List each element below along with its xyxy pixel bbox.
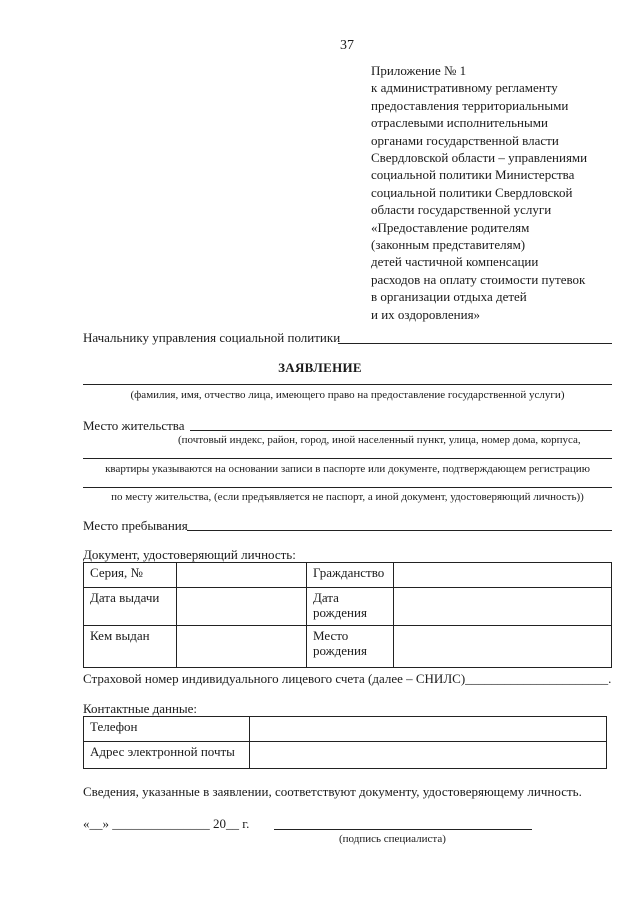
contacts-table: [83, 716, 607, 769]
issue-date-cell[interactable]: [177, 588, 307, 626]
stay-field[interactable]: [187, 530, 612, 531]
residence-caption-3: по месту жительства, (если предъявляется не паспорт, а иной документ, удостоверяющий личность)): [111, 491, 584, 503]
email-cell[interactable]: [250, 742, 607, 769]
email-label: Адрес электронной почты: [84, 742, 250, 769]
appendix-line: (законным представителям): [371, 237, 526, 253]
addressee-field[interactable]: [338, 343, 612, 344]
month-field[interactable]: _______________: [112, 816, 210, 831]
appendix-line: в организации отдыха детей: [371, 289, 527, 305]
appendix-header: [371, 62, 636, 323]
signature-field[interactable]: [274, 829, 532, 830]
year-suffix: г.: [242, 816, 250, 831]
fio-caption: (фамилия, имя, отчество лица, имеющего право на предоставление государственной услуги): [130, 389, 565, 401]
contacts-label: Контактные данные:: [83, 701, 198, 716]
stay-label: Место пребывания: [83, 518, 188, 533]
appendix-line: Приложение № 1: [371, 63, 467, 78]
confirmation-text: Сведения, указанные в заявлении, соответствуют документу, удостоверяющему личность.: [83, 784, 582, 799]
appendix-line: социальной политики Свердловской: [371, 184, 573, 200]
birth-place-cell[interactable]: [394, 626, 612, 668]
date-close-quote: »: [102, 816, 109, 831]
appendix-line: и их оздоровления»: [371, 306, 481, 322]
birth-place-label-line: рождения: [313, 643, 367, 658]
birth-place-label: [307, 626, 394, 668]
year-prefix: 20: [213, 816, 226, 831]
issue-date-label: Дата выдачи: [84, 588, 177, 626]
appendix-line: предоставления территориальными: [371, 97, 569, 113]
document-title: ЗАЯВЛЕНИЕ: [278, 360, 362, 375]
citizenship-label: Гражданство: [307, 563, 394, 588]
id-doc-label: Документ, удостоверяющий личность:: [83, 547, 296, 562]
appendix-line: расходов на оплату стоимости путевок: [371, 271, 586, 287]
page-number: 37: [340, 38, 354, 53]
citizenship-cell[interactable]: [394, 563, 612, 588]
birth-date-label-line: Дата: [313, 590, 339, 605]
fio-field[interactable]: [83, 384, 612, 385]
birth-place-label-line: Место: [313, 628, 349, 643]
residence-caption-2: квартиры указываются на основании записи в паспорте или документе, подтверждающем регистрацию: [105, 463, 590, 475]
birth-date-cell[interactable]: [394, 588, 612, 626]
birth-date-label: [307, 588, 394, 626]
residence-label: Место жительства: [83, 418, 185, 433]
appendix-line: социальной политики Министерства: [371, 167, 575, 183]
appendix-line: отраслевыми исполнительными: [371, 115, 548, 131]
phone-label: Телефон: [84, 717, 250, 742]
residence-field-2[interactable]: [83, 458, 612, 459]
appendix-line: Свердловской области – управлениями: [371, 150, 588, 166]
issued-by-label: Кем выдан: [84, 626, 177, 668]
birth-date-label-line: рождения: [313, 605, 367, 620]
series-label: Серия, №: [84, 563, 177, 588]
residence-field[interactable]: [190, 430, 612, 431]
series-cell[interactable]: [177, 563, 307, 588]
signature-caption: (подпись специалиста): [339, 833, 446, 845]
issued-by-cell[interactable]: [177, 626, 307, 668]
id-doc-table: [83, 562, 612, 668]
addressee-label: Начальнику управления социальной политики: [83, 330, 341, 345]
appendix-line: области государственной услуги: [371, 202, 552, 218]
snils-label: Страховой номер индивидуального лицевого счета (далее – СНИЛС): [83, 671, 466, 686]
date-line[interactable]: [83, 816, 249, 832]
phone-cell[interactable]: [250, 717, 607, 742]
appendix-line: «Предоставление родителям: [371, 219, 530, 235]
year-field[interactable]: __: [226, 816, 239, 831]
day-field[interactable]: __: [89, 816, 103, 831]
appendix-line: органами государственной власти: [371, 132, 559, 148]
appendix-line: детей частичной компенсации: [371, 254, 539, 270]
residence-field-3[interactable]: [83, 487, 612, 488]
residence-caption-1: (почтовый индекс, район, город, иной населенный пункт, улица, номер дома, корпуса,: [178, 434, 581, 446]
snils-field[interactable]: ______________________.: [465, 671, 612, 686]
snils-row: [83, 671, 611, 687]
appendix-line: к административному регламенту: [371, 80, 558, 96]
date-open-quote: «: [83, 816, 90, 831]
